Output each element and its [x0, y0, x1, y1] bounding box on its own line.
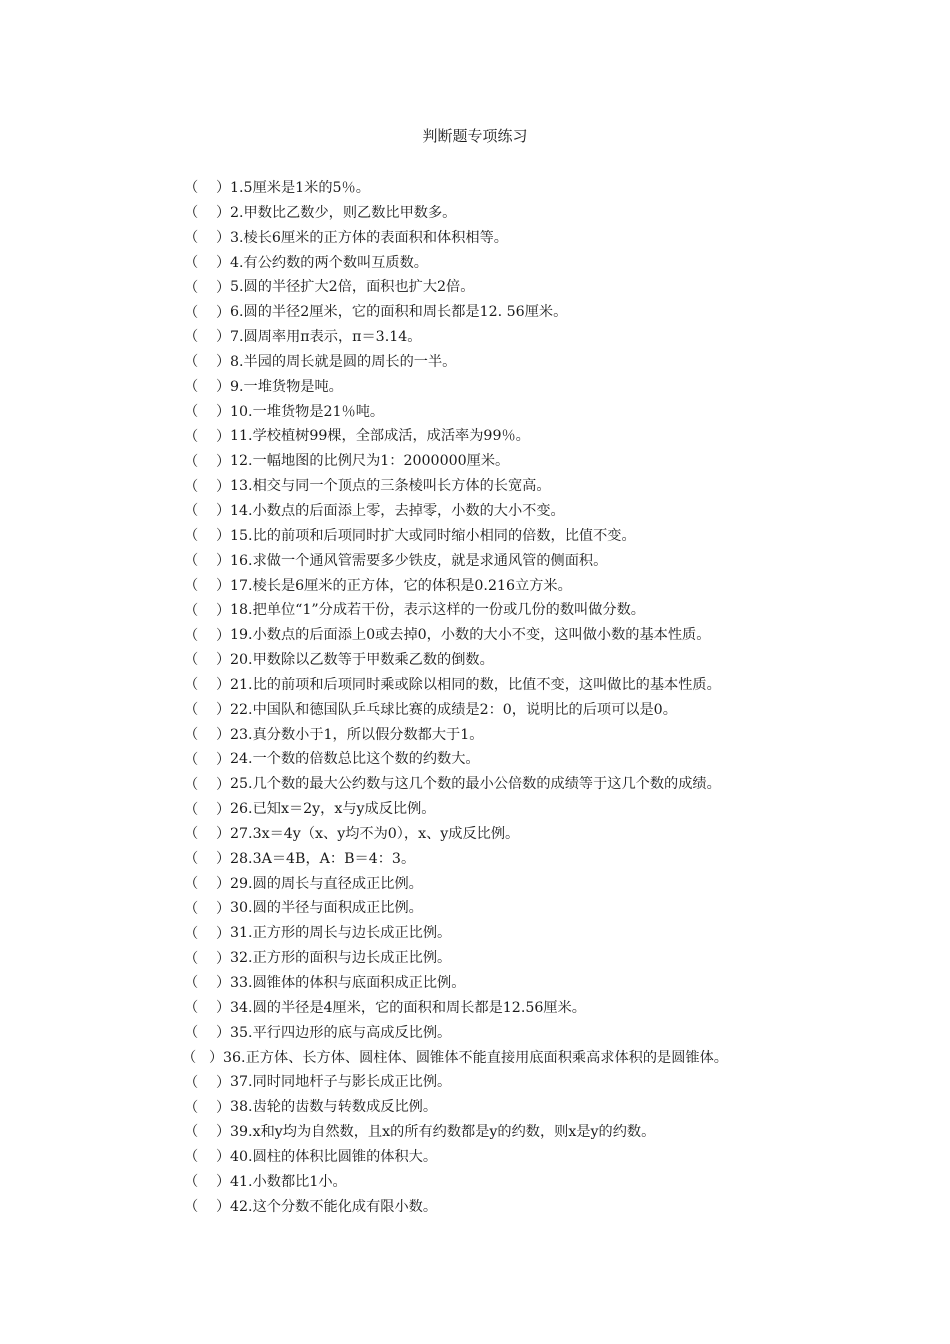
- question-item: [184, 723, 824, 748]
- open-paren: （: [184, 627, 199, 644]
- question-text: 42.这个分数不能化成有限小数。: [230, 1198, 438, 1215]
- question-text: 36.正方体、长方体、圆柱体、圆锥体不能直接用底面积乘高求体积的是圆锥体。: [223, 1049, 728, 1066]
- question-item: [184, 896, 824, 921]
- open-paren: （: [184, 702, 199, 719]
- question-item: [184, 971, 824, 996]
- question-text: 6.圆的半径2厘米，它的面积和周长都是12. 56厘米。: [230, 304, 568, 321]
- question-item: [184, 375, 824, 400]
- question-text: 21.比的前项和后项同时乘或除以相同的数，比值不变，这叫做比的基本性质。: [230, 676, 721, 693]
- question-item: [184, 648, 824, 673]
- close-paren: ）: [216, 428, 231, 445]
- question-item: [184, 400, 824, 425]
- question-text: 19.小数点的后面添上0或去掉0，小数的大小不变，这叫做小数的基本性质。: [230, 627, 711, 644]
- question-text: 27.3x＝4y（x、y均不为0），x、y成反比例。: [230, 825, 520, 842]
- question-item: [184, 574, 824, 599]
- question-item: [184, 698, 824, 723]
- close-paren: ）: [216, 478, 231, 495]
- close-paren: ）: [216, 329, 231, 346]
- open-paren: （: [184, 180, 199, 197]
- open-paren: （: [184, 503, 199, 520]
- close-paren: ）: [216, 254, 231, 271]
- open-paren: （: [184, 428, 199, 445]
- open-paren: （: [184, 751, 199, 768]
- question-text: 10.一堆货物是21％吨。: [230, 403, 385, 420]
- close-paren: ）: [216, 851, 231, 868]
- question-item: [184, 251, 824, 276]
- question-item: [184, 797, 824, 822]
- question-text: 7.圆周率用π表示，π＝3.14。: [230, 329, 422, 346]
- question-text: 13.相交与同一个顶点的三条棱叫长方体的长宽高。: [230, 478, 551, 495]
- open-paren: （: [184, 652, 199, 669]
- question-text: 39.x和y均为自然数，且x的所有约数都是y的约数，则x是y的约数。: [230, 1124, 656, 1141]
- open-paren: （: [184, 1149, 199, 1166]
- open-paren: （: [184, 950, 199, 967]
- close-paren: ）: [216, 553, 231, 570]
- question-item: [184, 921, 824, 946]
- question-text: 14.小数点的后面添上零，去掉零，小数的大小不变。: [230, 502, 565, 519]
- question-text: 5.圆的半径扩大2倍，面积也扩大2倍。: [230, 279, 475, 296]
- open-paren: （: [184, 851, 199, 868]
- question-item: [184, 996, 824, 1021]
- question-text: 12.一幅地图的比例尺为1：2000000厘米。: [230, 453, 510, 470]
- open-paren: （: [184, 354, 199, 371]
- open-paren: （: [184, 553, 199, 570]
- question-text: 26.已知x＝2y，x与y成反比例。: [230, 801, 436, 818]
- question-text: 20.甲数除以乙数等于甲数乘乙数的倒数。: [230, 652, 494, 669]
- question-item: [184, 872, 824, 897]
- open-paren: （: [184, 1124, 199, 1141]
- question-text: 41.小数都比1小。: [230, 1173, 347, 1190]
- question-text: 3.棱长6厘米的正方体的表面积和体积相等。: [230, 229, 508, 246]
- question-item: [184, 747, 824, 772]
- question-item: [184, 474, 824, 499]
- close-paren: ）: [216, 751, 231, 768]
- question-item: [184, 201, 824, 226]
- open-paren: （: [184, 230, 199, 247]
- close-paren: ）: [216, 1124, 231, 1141]
- open-paren: （: [184, 602, 199, 619]
- question-item: [184, 424, 824, 449]
- close-paren: ）: [216, 677, 231, 694]
- question-item: [182, 1046, 824, 1071]
- open-paren: （: [184, 279, 199, 296]
- question-text: 11.学校植树99棵，全部成活，成活率为99％。: [230, 428, 530, 445]
- question-item: [184, 1021, 824, 1046]
- open-paren: （: [184, 900, 199, 917]
- question-item: [184, 946, 824, 971]
- open-paren: （: [184, 205, 199, 222]
- open-paren: （: [184, 304, 199, 321]
- open-paren: （: [184, 577, 199, 594]
- question-text: 17.棱长是6厘米的正方体，它的体积是0.216立方米。: [230, 577, 572, 594]
- open-paren: （: [184, 1174, 199, 1191]
- question-text: 29.圆的周长与直径成正比例。: [230, 875, 423, 892]
- close-paren: ）: [216, 180, 231, 197]
- close-paren: ）: [216, 776, 231, 793]
- close-paren: ）: [216, 1074, 231, 1091]
- close-paren: ）: [216, 404, 231, 421]
- question-item: [184, 822, 824, 847]
- question-item: [184, 350, 824, 375]
- question-text: 15.比的前项和后项同时扩大或同时缩小相同的倍数，比值不变。: [230, 527, 636, 544]
- open-paren: （: [184, 404, 199, 421]
- question-item: [184, 325, 824, 350]
- question-text: 28.3A＝4B，A：B＝4：3。: [230, 850, 416, 867]
- close-paren: ）: [216, 528, 231, 545]
- close-paren: ）: [216, 602, 231, 619]
- question-item: [184, 226, 824, 251]
- open-paren: （: [184, 801, 199, 818]
- close-paren: ）: [216, 453, 231, 470]
- close-paren: ）: [216, 726, 231, 743]
- open-paren: （: [184, 1000, 199, 1017]
- question-item: [184, 623, 824, 648]
- question-text: 2.甲数比乙数少，则乙数比甲数多。: [230, 204, 457, 221]
- close-paren: ）: [216, 652, 231, 669]
- question-item: [184, 1145, 824, 1170]
- question-item: [184, 1095, 824, 1120]
- open-paren: （: [184, 528, 199, 545]
- open-paren: （: [184, 329, 199, 346]
- close-paren: ）: [216, 702, 231, 719]
- close-paren: ）: [216, 1000, 231, 1017]
- question-text: 23.真分数小于1，所以假分数都大于1。: [230, 726, 484, 743]
- question-text: 37.同时同地杆子与影长成正比例。: [230, 1074, 452, 1091]
- question-text: 40.圆柱的体积比圆锥的体积大。: [230, 1148, 438, 1165]
- question-text: 9.一堆货物是吨。: [230, 378, 343, 395]
- close-paren: ）: [216, 1174, 231, 1191]
- open-paren: （: [184, 1025, 199, 1042]
- open-paren: （: [184, 726, 199, 743]
- question-item: [184, 300, 824, 325]
- close-paren: ）: [216, 876, 231, 893]
- question-text: 25.几个数的最大公约数与这几个数的最小公倍数的成绩等于这几个数的成绩。: [230, 776, 721, 793]
- question-text: 35.平行四边形的底与高成反比例。: [230, 1024, 452, 1041]
- question-item: [184, 176, 824, 201]
- open-paren: （: [184, 478, 199, 495]
- close-paren: ）: [216, 900, 231, 917]
- open-paren: （: [184, 925, 199, 942]
- open-paren: （: [184, 1099, 199, 1116]
- question-item: [184, 673, 824, 698]
- question-list: [184, 176, 824, 1219]
- open-paren: （: [184, 1199, 199, 1216]
- question-text: 16.求做一个通风管需要多少铁皮，就是求通风管的侧面积。: [230, 552, 608, 569]
- close-paren: ）: [216, 230, 231, 247]
- close-paren: ）: [216, 354, 231, 371]
- question-item: [184, 1170, 824, 1195]
- close-paren: ）: [216, 1149, 231, 1166]
- open-paren: （: [184, 379, 199, 396]
- question-text: 38.齿轮的齿数与转数成反比例。: [230, 1099, 438, 1116]
- close-paren: ）: [216, 801, 231, 818]
- question-item: [184, 598, 824, 623]
- question-text: 8.半园的周长就是圆的周长的一半。: [230, 353, 457, 370]
- open-paren: （: [184, 876, 199, 893]
- open-paren: （: [184, 453, 199, 470]
- page-title: 判断题专项练习: [422, 127, 528, 145]
- open-paren: （: [184, 677, 199, 694]
- open-paren: （: [182, 1049, 197, 1066]
- question-item: [184, 275, 824, 300]
- close-paren: ）: [216, 503, 231, 520]
- question-text: 22.中国队和德国队乒乓球比赛的成绩是2：0，说明比的后项可以是0。: [230, 701, 677, 718]
- question-item: [184, 524, 824, 549]
- question-item: [184, 1070, 824, 1095]
- question-text: 34.圆的半径是4厘米，它的面积和周长都是12.56厘米。: [230, 999, 586, 1016]
- close-paren: ）: [216, 950, 231, 967]
- open-paren: （: [184, 254, 199, 271]
- open-paren: （: [184, 1074, 199, 1091]
- question-text: 18.把单位“1”分成若干份，表示这样的一份或几份的数叫做分数。: [230, 602, 645, 619]
- question-item: [184, 772, 824, 797]
- close-paren: ）: [216, 925, 231, 942]
- close-paren: ）: [216, 826, 231, 843]
- question-item: [184, 499, 824, 524]
- question-item: [184, 1120, 824, 1145]
- close-paren: ）: [216, 1025, 231, 1042]
- question-item: [184, 449, 824, 474]
- question-text: 4.有公约数的两个数叫互质数。: [230, 254, 428, 271]
- close-paren: ）: [216, 279, 231, 296]
- close-paren: ）: [209, 1049, 224, 1066]
- close-paren: ）: [216, 627, 231, 644]
- question-text: 32.正方形的面积与边长成正比例。: [230, 950, 452, 967]
- open-paren: （: [184, 975, 199, 992]
- question-text: 31.正方形的周长与边长成正比例。: [230, 925, 452, 942]
- question-item: [184, 549, 824, 574]
- close-paren: ）: [216, 205, 231, 222]
- close-paren: ）: [216, 577, 231, 594]
- close-paren: ）: [216, 379, 231, 396]
- question-text: 24.一个数的倍数总比这个数的约数大。: [230, 751, 480, 768]
- open-paren: （: [184, 776, 199, 793]
- close-paren: ）: [216, 1199, 231, 1216]
- question-text: 30.圆的半径与面积成正比例。: [230, 900, 423, 917]
- close-paren: ）: [216, 1099, 231, 1116]
- question-text: 1.5厘米是1米的5％。: [230, 180, 370, 196]
- question-text: 33.圆锥体的体积与底面积成正比例。: [230, 975, 466, 991]
- close-paren: ）: [216, 975, 231, 992]
- close-paren: ）: [216, 304, 231, 321]
- question-item: [184, 1195, 824, 1220]
- question-item: [184, 847, 824, 872]
- open-paren: （: [184, 826, 199, 843]
